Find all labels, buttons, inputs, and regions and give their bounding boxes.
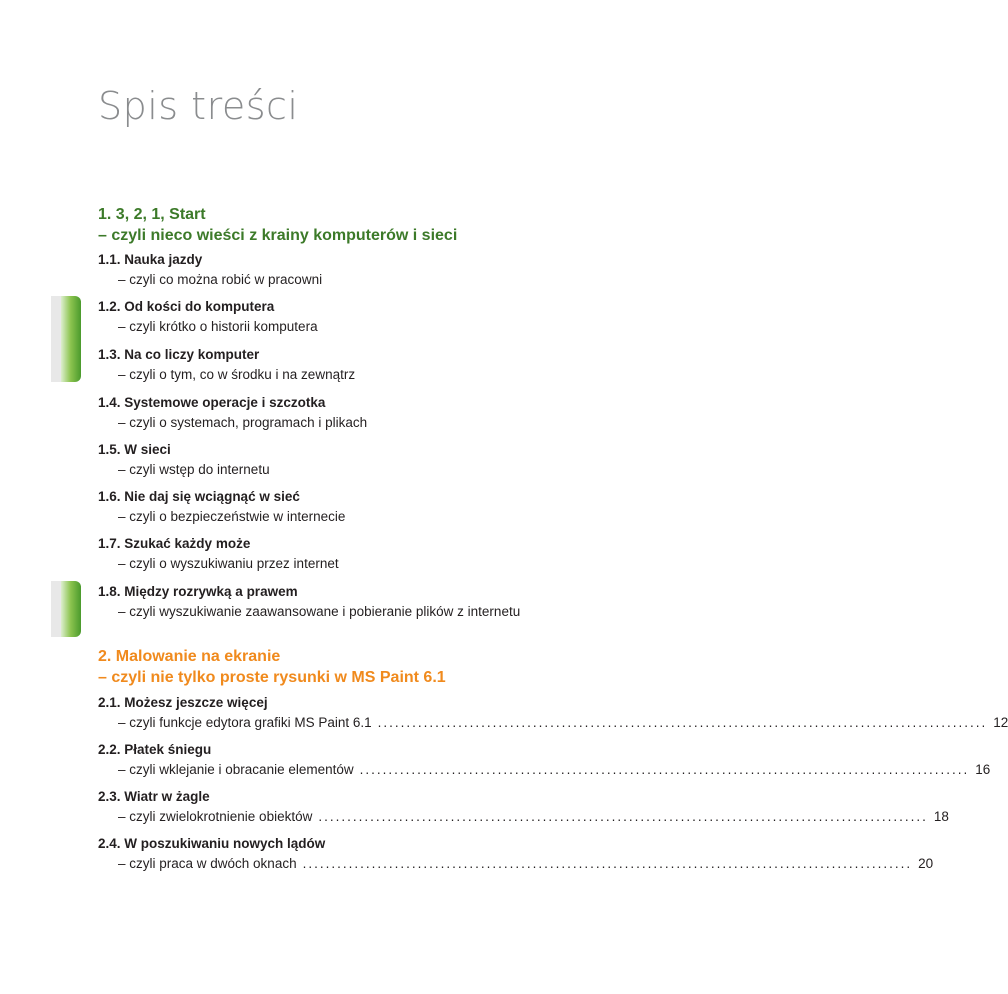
chapter-subtitle: – czyli nie tylko proste rysunki w MS Paint 6.1 bbox=[98, 669, 446, 686]
dot-leader: .......................................................................................................... bbox=[359, 762, 970, 777]
toc-entry-2-1[interactable] bbox=[98, 693, 1008, 733]
page-number: 12 bbox=[993, 715, 1008, 730]
toc-entry-1-7[interactable] bbox=[98, 534, 681, 574]
entry-title: 2.3. Wiatr w żagle bbox=[98, 789, 210, 804]
toc-entry-2-3[interactable] bbox=[98, 787, 949, 827]
green-tab-marker bbox=[55, 581, 81, 637]
chapter-2-heading bbox=[98, 646, 698, 688]
page-number: 18 bbox=[933, 809, 949, 824]
entry-subtitle: – czyli praca w dwóch oknach bbox=[118, 856, 297, 871]
entry-title: 2.1. Możesz jeszcze więcej bbox=[98, 695, 268, 710]
toc-entry-2-4[interactable] bbox=[98, 834, 934, 874]
chapter-subtitle: – czyli nieco wieści z krainy komputerów i sieci bbox=[98, 227, 458, 244]
entry-subtitle: – czyli wklejanie i obracanie elementów bbox=[118, 762, 354, 777]
entry-title: 1.6. Nie daj się wciągnąć w sieć bbox=[98, 489, 300, 504]
chapter-title: 2. Malowanie na ekranie bbox=[98, 648, 281, 665]
chapter-1-heading bbox=[98, 204, 698, 246]
toc-entry-1-2[interactable] bbox=[98, 297, 681, 337]
entry-title: 1.4. Systemowe operacje i szczotka bbox=[98, 395, 326, 410]
entry-title: 1.1. Nauka jazdy bbox=[98, 252, 203, 267]
toc-entry-1-3[interactable] bbox=[98, 345, 681, 385]
entry-title: 1.5. W sieci bbox=[98, 442, 171, 457]
page-number: 20 bbox=[918, 856, 934, 871]
entry-subtitle: – czyli wstęp do internetu bbox=[118, 462, 270, 477]
entry-subtitle: – czyli funkcje edytora grafiki MS Paint 6.1 bbox=[118, 715, 372, 730]
toc-entry-1-6[interactable] bbox=[98, 487, 681, 527]
entry-subtitle: – czyli krótko o historii komputera bbox=[118, 319, 318, 334]
entry-subtitle: – czyli o systemach, programach i plikach bbox=[118, 415, 368, 430]
entry-subtitle: – czyli co można robić w pracowni bbox=[118, 272, 323, 287]
chapter-title: 1. 3, 2, 1, Start bbox=[98, 206, 206, 223]
entry-title: 1.8. Między rozrywką a prawem bbox=[98, 584, 298, 599]
entry-title: 2.2. Płatek śniegu bbox=[98, 742, 212, 757]
entry-subtitle: – czyli o tym, co w środku i na zewnątrz bbox=[118, 367, 356, 382]
dot-leader: .......................................................................................................... bbox=[318, 809, 928, 824]
entry-subtitle: – czyli wyszukiwanie zaawansowane i pobieranie plików z internetu bbox=[118, 604, 521, 619]
page-title: Spis treści bbox=[98, 84, 299, 128]
toc-entry-1-4[interactable] bbox=[98, 393, 681, 433]
entry-subtitle: – czyli o wyszukiwaniu przez internet bbox=[118, 556, 339, 571]
page-number: 16 bbox=[975, 762, 991, 777]
toc-entry-1-1[interactable] bbox=[98, 250, 681, 290]
entry-title: 1.2. Od kości do komputera bbox=[98, 299, 275, 314]
dot-leader: .......................................................................................................... bbox=[302, 856, 913, 871]
toc-entry-1-8[interactable] bbox=[98, 582, 681, 622]
entry-title: 2.4. W poszukiwaniu nowych lądów bbox=[98, 836, 326, 851]
toc-entry-1-5[interactable] bbox=[98, 440, 681, 480]
dot-leader: .......................................................................................................... bbox=[377, 715, 988, 730]
entry-subtitle: – czyli o bezpieczeństwie w internecie bbox=[118, 509, 346, 524]
entry-title: 1.3. Na co liczy komputer bbox=[98, 347, 260, 362]
entry-subtitle: – czyli zwielokrotnienie obiektów bbox=[118, 809, 313, 824]
green-tab-marker bbox=[55, 296, 81, 382]
toc-entry-2-2[interactable] bbox=[98, 740, 991, 780]
entry-title: 1.7. Szukać każdy może bbox=[98, 536, 251, 551]
